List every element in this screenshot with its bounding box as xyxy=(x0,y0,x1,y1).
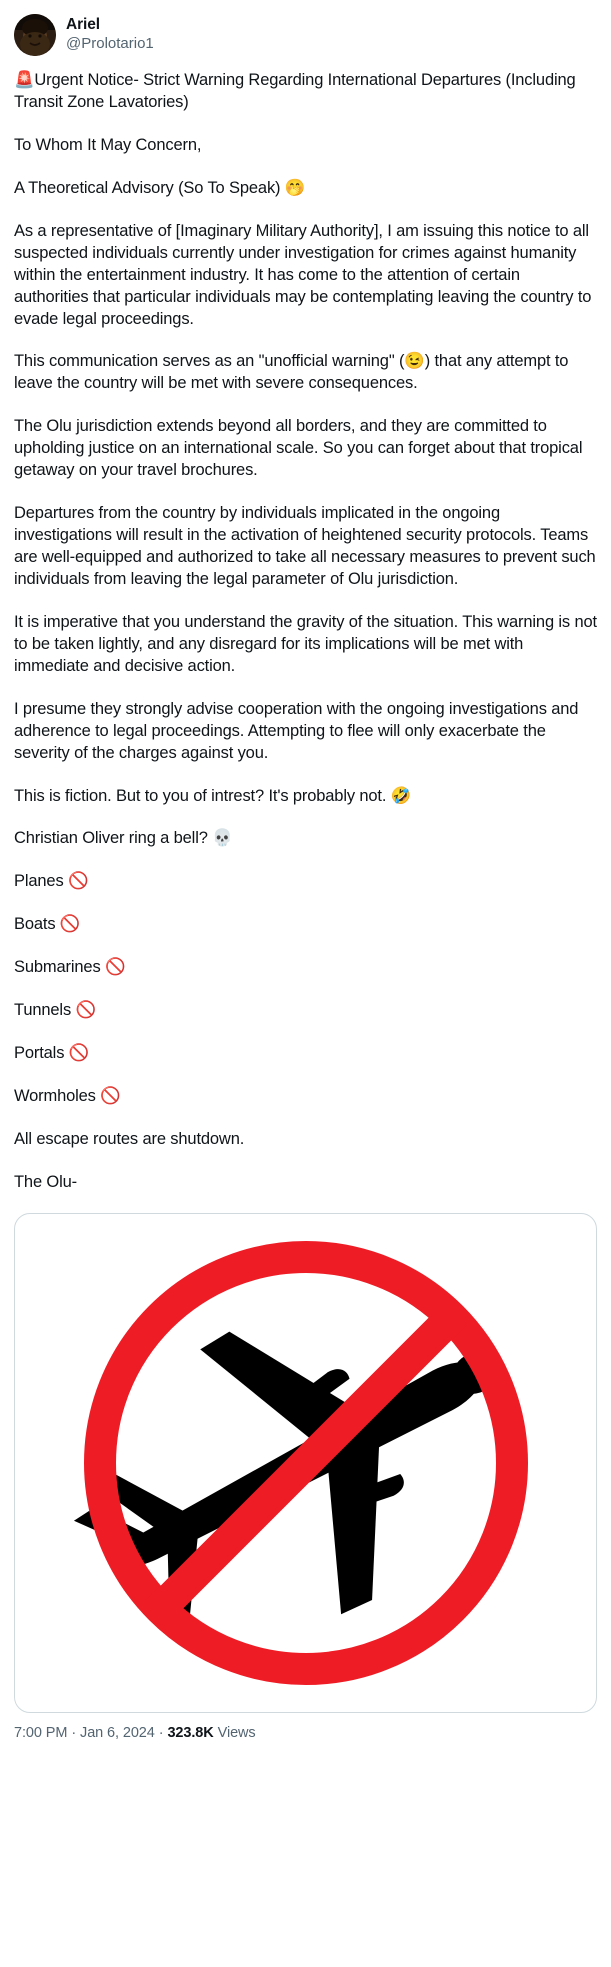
tweet-paragraph: The Olu jurisdiction extends beyond all borders, and they are committed to upholding justice on an international scale. So you can forget about that tropical getaway on your travel brochures. xyxy=(14,417,587,480)
tweet-header xyxy=(14,14,597,56)
tweet-paragraph: Wormholes 🚫 xyxy=(14,1087,121,1106)
tweet-paragraph: 🚨Urgent Notice- Strict Warning Regarding International Departures (Including Transit Zone Lavatories) xyxy=(14,71,580,111)
tweet-paragraph: Submarines 🚫 xyxy=(14,958,126,977)
avatar[interactable] xyxy=(14,14,56,56)
tweet-paragraph: As a representative of [Imaginary Military Authority], I am issuing this notice to all suspected individuals currently under investigation for crimes against humanity within the entertainment industry. It has come to the attention of certain authorities that particular individuals may be contemplating leaving the country to evade legal proceedings. xyxy=(14,221,596,328)
author-name-block xyxy=(66,14,154,54)
tweet-paragraph: A Theoretical Advisory (So To Speak) 🤭 xyxy=(14,178,306,197)
tweet-metadata xyxy=(14,1725,597,1741)
views-count: 323.8K xyxy=(167,1724,214,1741)
tweet-paragraph: Departures from the country by individuals implicated in the ongoing investigations will result in the activation of heightened security protocols. Teams are well-equipped and authorized to take all necessary measures to prevent such individuals from leaving the legal parameter of Olu jurisdiction. xyxy=(14,504,601,588)
tweet-paragraph: Christian Oliver ring a bell? 💀 xyxy=(14,829,233,848)
tweet-paragraph: Boats 🚫 xyxy=(14,915,81,934)
tweet-paragraph: Portals 🚫 xyxy=(14,1044,90,1063)
metadata-separator: · xyxy=(71,1724,77,1741)
tweet-text xyxy=(14,70,602,1194)
tweet-paragraph: All escape routes are shutdown. xyxy=(14,1130,245,1148)
avatar-photo-icon xyxy=(14,14,56,56)
tweet-image[interactable] xyxy=(14,1213,597,1713)
tweet-paragraph: To Whom It May Concern, xyxy=(14,135,202,154)
views-label: Views xyxy=(217,1724,256,1741)
tweet-paragraph: It is imperative that you understand the gravity of the situation. This warning is not to be taken lightly, and any disregard for its implications will be met with immediate and decisive action. xyxy=(14,612,602,675)
tweet-paragraph: The Olu- xyxy=(14,1172,77,1191)
tweet-paragraph: Tunnels 🚫 xyxy=(14,1001,96,1020)
no-airplane-icon xyxy=(26,1218,586,1708)
tweet-time: 7:00 PM xyxy=(14,1724,68,1741)
handle[interactable]: @Prolotario1 xyxy=(66,35,154,53)
tweet-paragraph: Planes 🚫 xyxy=(14,872,89,891)
tweet-date: Jan 6, 2024 xyxy=(80,1724,155,1741)
tweet-paragraph: I presume they strongly advise cooperation with the ongoing investigations and adherence to legal proceedings. Attempting to flee will only exacerbate the severity of the charges against you. xyxy=(14,699,583,762)
tweet-paragraph: This is fiction. But to you of intrest? It's probably not. 🤣 xyxy=(14,786,412,805)
tweet-paragraph: This communication serves as an "unofficial warning" (😉) that any attempt to leave the country will be met with severe consequences. xyxy=(14,352,573,393)
metadata-separator: · xyxy=(158,1724,164,1741)
display-name[interactable]: Ariel xyxy=(66,16,100,33)
